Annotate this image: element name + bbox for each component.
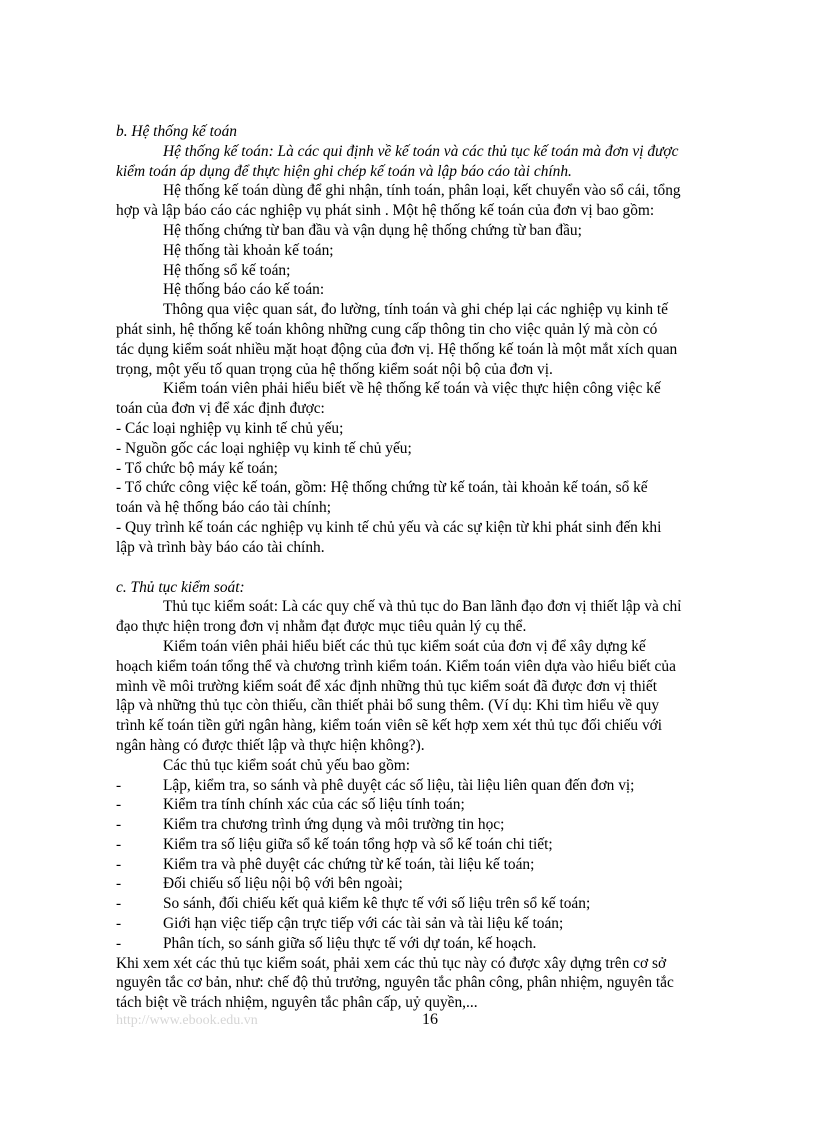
paragraph-line: Thông qua việc quan sát, đo lường, tính toán và ghi chép lại các nghiệp vụ kinh tế — [163, 301, 669, 319]
procedure-item — [116, 815, 752, 835]
component-item: Hệ thống báo cáo kế toán: — [163, 281, 325, 299]
component-item: Hệ thống tài khoản kế toán; — [163, 241, 334, 259]
procedure-item — [116, 934, 752, 954]
bullet-item: toán và hệ thống báo cáo tài chính; — [116, 499, 331, 517]
procedure-text: Kiểm tra số liệu giữa sổ kế toán tổng hợp và sổ kế toán chi tiết; — [163, 835, 553, 853]
procedure-text: Lập, kiểm tra, so sánh và phê duyệt các số liệu, tài liệu liên quan đến đơn vị; — [163, 776, 635, 794]
paragraph-line: trọng, một yếu tố quan trọng của hệ thống kiểm soát nội bộ của đơn vị. — [116, 360, 553, 378]
section-c-definition-line: đạo thực hiện trong đơn vị nhằm đạt được mục tiêu quản lý cụ thể. — [116, 618, 527, 636]
section-b-definition-line: kiểm toán áp dụng để thực hiện ghi chép kế toán và lập báo cáo tài chính. — [116, 162, 572, 180]
dash-marker: - — [116, 776, 122, 794]
document-body — [116, 122, 752, 1013]
closing-paragraph-line: nguyên tắc cơ bản, như: chế độ thủ trưởng, nguyên tắc phân công, phân nhiệm, nguyên tắc — [116, 974, 674, 992]
procedure-item — [116, 894, 752, 914]
procedure-item — [116, 914, 752, 934]
dash-marker: - — [116, 895, 122, 913]
bullet-item: - Nguồn gốc các loại nghiệp vụ kinh tế chủ yếu; — [116, 439, 412, 457]
procedure-text: Kiểm tra và phê duyệt các chứng từ kế toán, tài liệu kế toán; — [163, 855, 535, 873]
procedure-item — [116, 874, 752, 894]
paragraph-line: hoạch kiểm toán tổng thể và chương trình kiểm toán. Kiểm toán viên dựa vào hiểu biết của — [116, 657, 676, 675]
paragraph-line: tác dụng kiểm soát nhiều mặt hoạt động của đơn vị. Hệ thống kế toán là một mắt xích quan — [116, 340, 678, 358]
bullet-item: - Tổ chức bộ máy kế toán; — [116, 459, 278, 477]
procedure-item — [116, 835, 752, 855]
component-item: Hệ thống sổ kế toán; — [163, 261, 291, 279]
dash-marker: - — [116, 796, 122, 814]
dash-marker: - — [116, 934, 122, 952]
procedure-item — [116, 795, 752, 815]
procedure-item — [116, 855, 752, 875]
procedure-text: Giới hạn việc tiếp cận trực tiếp với các tài sản và tài liệu kế toán; — [163, 915, 564, 933]
section-b-heading: b. Hệ thống kế toán — [116, 123, 237, 140]
paragraph-line: hợp và lập báo cáo các nghiệp vụ phát sinh . Một hệ thống kế toán của đơn vị bao gồm: — [116, 202, 655, 220]
paragraph-line: phát sinh, hệ thống kế toán không những cung cấp thông tin cho việc quản lý mà còn có — [116, 320, 658, 338]
closing-paragraph-line: Khi xem xét các thủ tục kiểm soát, phải xem các thủ tục này có được xây dựng trên cơ sở — [116, 954, 667, 972]
section-b-definition-line: Hệ thống kế toán: Là các qui định về kế toán và các thủ tục kế toán mà đơn vị được — [163, 142, 679, 160]
page-number: 16 — [422, 1011, 438, 1028]
component-item: Hệ thống chứng từ ban đầu và vận dụng hệ thống chứng từ ban đầu; — [163, 221, 582, 239]
procedure-text: Kiểm tra chương trình ứng dụng và môi trường tin học; — [163, 816, 505, 834]
bullet-item: - Tổ chức công việc kế toán, gồm: Hệ thống chứng từ kế toán, tài khoản kế toán, sổ kế — [116, 479, 648, 497]
section-c-heading: c. Thủ tục kiểm soát: — [116, 578, 245, 596]
dash-marker: - — [116, 835, 122, 853]
paragraph-line: Hệ thống kế toán dùng để ghi nhận, tính toán, phân loại, kết chuyển vào sổ cái, tổng — [163, 182, 681, 200]
paragraph-line: mình về môi trường kiểm soát để xác định những thủ tục kiểm soát đã được đơn vị thiết — [116, 677, 657, 695]
procedure-text: So sánh, đối chiếu kết quả kiểm kê thực tế với số liệu trên sổ kế toán; — [163, 895, 591, 913]
dash-marker: - — [116, 875, 122, 893]
bullet-item: - Quy trình kế toán các nghiệp vụ kinh tế chủ yếu và các sự kiện từ khi phát sinh đến khi — [116, 518, 662, 536]
paragraph-line: trình kế toán tiền gửi ngân hàng, kiểm toán viên sẽ kết hợp xem xét thủ tục đối chiếu với — [116, 717, 663, 735]
paragraph-line: lập và những thủ tục còn thiếu, cần thiết phải bổ sung thêm. (Ví dụ: Khi tìm hiểu về quy — [116, 697, 660, 715]
procedure-text: Phân tích, so sánh giữa số liệu thực tế với dự toán, kế hoạch. — [163, 934, 537, 952]
section-spacer — [116, 558, 752, 578]
procedure-text: Kiểm tra tính chính xác của các số liệu tính toán; — [163, 796, 465, 814]
procedure-item — [116, 776, 752, 796]
procedure-text: Đối chiếu số liệu nội bộ với bên ngoài; — [163, 875, 403, 893]
paragraph-line: Kiểm toán viên phải hiểu biết các thủ tục kiểm soát của đơn vị để xây dựng kế — [163, 637, 646, 655]
paragraph-line: Kiểm toán viên phải hiểu biết về hệ thống kế toán và việc thực hiện công việc kế — [163, 380, 661, 398]
dash-marker: - — [116, 915, 122, 933]
closing-paragraph-line: tách biệt về trách nhiệm, nguyên tắc phân cấp, uỷ quyền,... — [116, 994, 478, 1012]
footer-url: http://www.ebook.edu.vn — [116, 1013, 258, 1028]
bullet-item: - Các loại nghiệp vụ kinh tế chủ yếu; — [116, 419, 344, 437]
list-intro: Các thủ tục kiểm soát chủ yếu bao gồm: — [163, 756, 411, 774]
paragraph-line: toán của đơn vị để xác định được: — [116, 400, 325, 418]
page-footer — [116, 1011, 752, 1033]
paragraph-line: ngân hàng có được thiết lập và thực hiện không?). — [116, 736, 425, 754]
dash-marker: - — [116, 855, 122, 873]
bullet-item: lập và trình bày báo cáo tài chính. — [116, 538, 325, 556]
section-c-definition-line: Thủ tục kiểm soát: Là các quy chế và thủ tục do Ban lãnh đạo đơn vị thiết lập và chỉ — [163, 598, 682, 616]
dash-marker: - — [116, 816, 122, 834]
